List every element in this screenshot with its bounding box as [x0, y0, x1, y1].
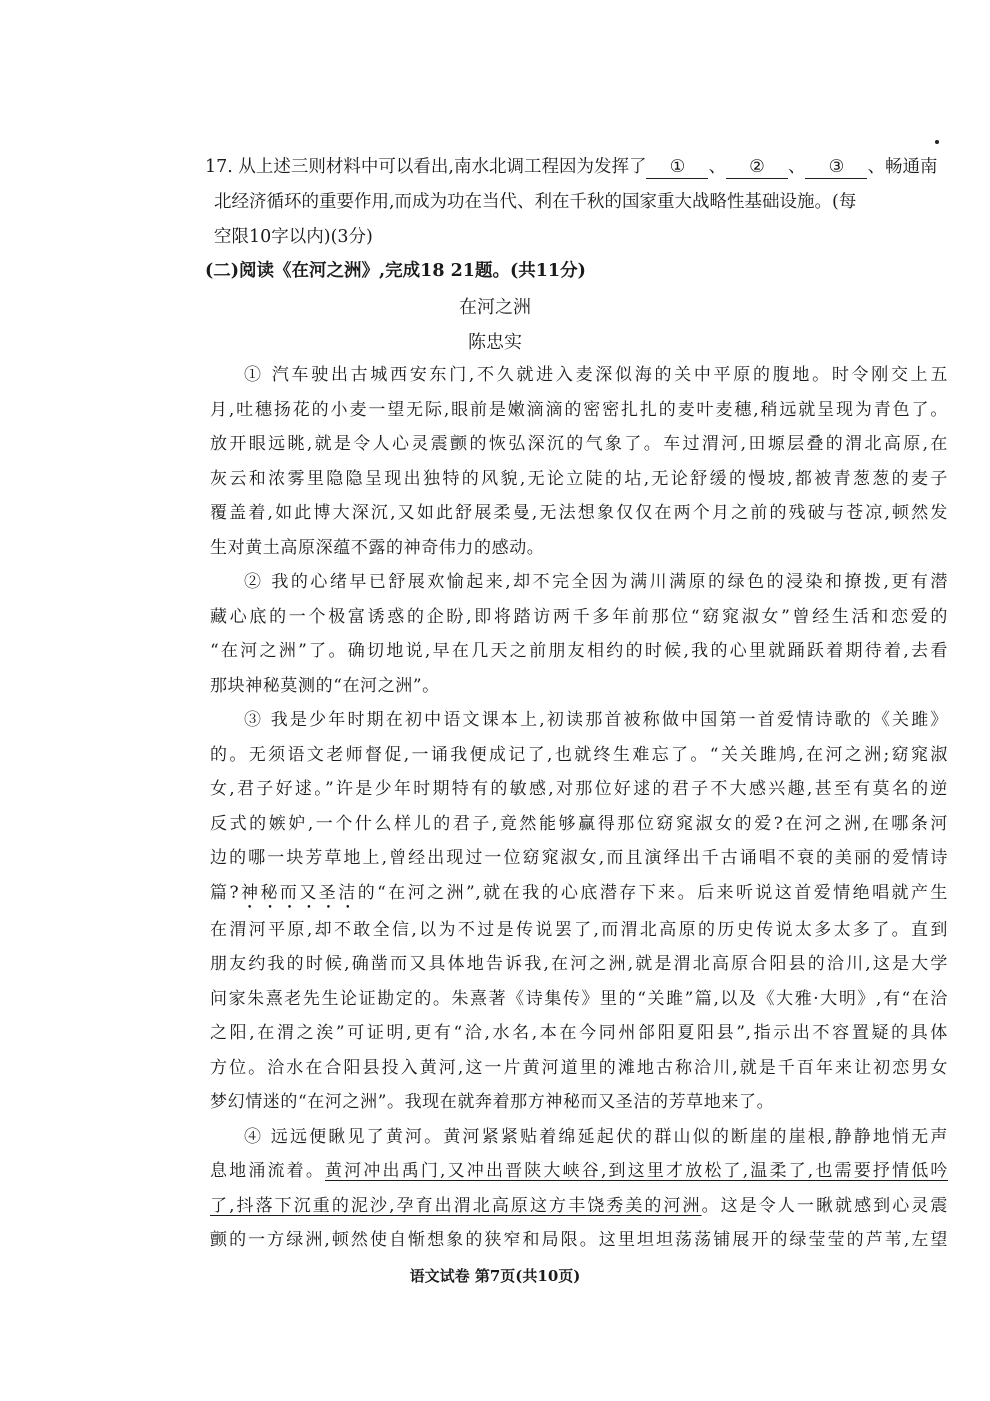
text-line: 反式的嫉妒,一个什么样儿的君子,竟然能够赢得那位窈窕淑女的爱?在河之洲,在哪条河 [210, 813, 948, 834]
text-line: ① 汽车驶出古城西安东门,不久就进入麦深似海的关中平原的腹地。时令刚交上五 [244, 365, 948, 385]
paragraph-1 [210, 358, 948, 565]
answer-blank-3[interactable]: ③ [805, 156, 867, 179]
text-fragment: 篇? [210, 882, 240, 903]
q17-line-2: 北经济循环的重要作用,而成为功在当代、利在千秋的国家重大战略性基础设施。(每 [214, 192, 857, 212]
text-line: 女,君子好逑。”许是少年时期特有的敏感,对那位好逑的君子不大感兴趣,甚至有莫名的逆 [210, 779, 948, 799]
emphasized-phrase: 神秘而又圣洁 [239, 882, 358, 903]
question-17 [205, 150, 945, 255]
text-fragment: 的“在河之洲”,就在我的心底潜存下来。后来听说这首爱情绝唱就产生 [357, 882, 948, 903]
stray-dot [935, 140, 939, 144]
text-line: “在河之洲”了。确切地说,早在几天之前朋友相约的时候,我的心里就踊跃着期待着,去看 [210, 641, 948, 661]
article-title: 在河之洲 [459, 297, 531, 318]
text-line-mixed [210, 876, 948, 913]
text-line: ② 我的心绪早已舒展欢愉起来,却不完全因为满川满原的绿色的浸染和撩拨,更有潜 [244, 572, 948, 592]
page-footer: 语文试卷 第7页(共10页) [409, 1267, 581, 1285]
text-line: 颤的一方绿洲,顿然使自惭想象的狭窄和局限。这里坦坦荡荡铺展开的绿莹莹的芦苇,左望 [210, 1230, 948, 1250]
text-line: ④ 远远便瞅见了黄河。黄河紧紧贴着绵延起伏的群山似的断崖的崖根,静静地悄无声 [244, 1126, 948, 1147]
text-line: 生对黄土高原深蕴不露的神奇伟力的感动。 [210, 537, 545, 558]
paragraph-3 [210, 703, 948, 1120]
text-line: 梦幻情迷的“在河之洲”。我现在就奔着那方神秘而又圣洁的芳草地来了。 [210, 1092, 775, 1112]
q17-line-1 [205, 150, 945, 185]
q17-sep: 、 [708, 157, 726, 177]
text-line: 灰云和浓雾里隐隐呈现出独特的风貌,无论立陡的坫,无论舒缓的慢坡,都被青葱葱的麦子 [210, 468, 948, 489]
text-line: 之阳,在渭之涘”可证明,更有“洽,水名,本在今同州郃阳夏阳县”,指示出不容置疑的具体 [210, 1023, 948, 1043]
text-line: 月,吐穗扬花的小麦一望无际,眼前是嫩滴滴的密密扎扎的麦叶麦穗,稍远就呈现为青色了。 [210, 399, 948, 420]
text-line-mixed [210, 1154, 948, 1189]
article-author: 陈忠实 [468, 332, 522, 353]
answer-blank-1[interactable]: ① [646, 156, 708, 179]
text-line: 朋友约我的时候,确凿而又具体地告诉我,在河之洲,就是渭北高原合阳县的洽川,这是大学 [210, 954, 948, 974]
paragraph-4 [210, 1120, 948, 1258]
text-fragment: 息地涌流着。 [210, 1161, 326, 1181]
text-fragment: 。这是令人一瞅就感到心灵震 [701, 1195, 948, 1216]
underlined-sentence: 了,抖落下沉重的泥沙,孕育出渭北高原这方丰饶秀美的河洲 [210, 1195, 702, 1216]
text-line: ③ 我是少年时期在初中语文课本上,初读那首被称做中国第一首爱情诗歌的《关雎》 [244, 710, 948, 730]
answer-blank-2[interactable]: ② [726, 156, 788, 179]
text-line: 在渭河平原,却不敢全信,以为不过是传说罢了,而渭北高原的历史传说太多太多了。直到 [210, 919, 948, 940]
text-line: 的。无须语文老师督促,一诵我便成记了,也就终生难忘了。“关关雎鸠,在河之洲;窈窕淑 [210, 744, 948, 765]
q17-prefix: 17. 从上述三则材料中可以看出,南水北调工程因为发挥了 [205, 157, 647, 177]
text-line: 覆盖着,如此博大深沉,又如此舒展柔曼,无法想象仅仅在两个月之前的残破与苍凉,顿然发 [210, 503, 948, 523]
underlined-sentence: 黄河冲出禹门,又冲出晋陕大峡谷,到这里才放松了,温柔了,也需要抒情低吟 [325, 1161, 948, 1181]
text-line: 问家朱熹老先生论证勘定的。朱熹著《诗集传》里的“关雎”篇,以及《大雅·大明》,有“在洽 [210, 988, 948, 1009]
text-line: 放开眼远眺,就是令人心灵震颤的恢弘深沉的气象了。车过渭河,田塬层叠的渭北高原,在 [210, 434, 948, 454]
q17-line-3: 空限10字以内)(3分) [214, 227, 373, 247]
text-line-mixed [210, 1189, 948, 1224]
section-heading: (二)阅读《在河之洲》,完成18 21题。(共11分) [205, 261, 586, 281]
article-body [210, 358, 948, 1258]
paragraph-2 [210, 565, 948, 703]
text-line: 那块神秘莫测的“在河之洲”。 [210, 675, 440, 696]
q17-sep: 、 [787, 157, 806, 177]
text-line: 方位。洽水在合阳县投入黄河,这一片黄河道里的滩地古称洽川,就是千百年来让初恋男女 [210, 1057, 948, 1078]
q17-suffix: 、畅通南 [867, 157, 938, 177]
text-line: 藏心底的一个极富诱惑的企盼,即将踏访两千多年前那位“窈窕淑女”曾经生活和恋爱的 [210, 606, 948, 627]
text-line: 边的哪一块芳草地上,曾经出现过一位窈窕淑女,而且演绎出千古诵唱不衰的美丽的爱情诗 [210, 848, 948, 868]
